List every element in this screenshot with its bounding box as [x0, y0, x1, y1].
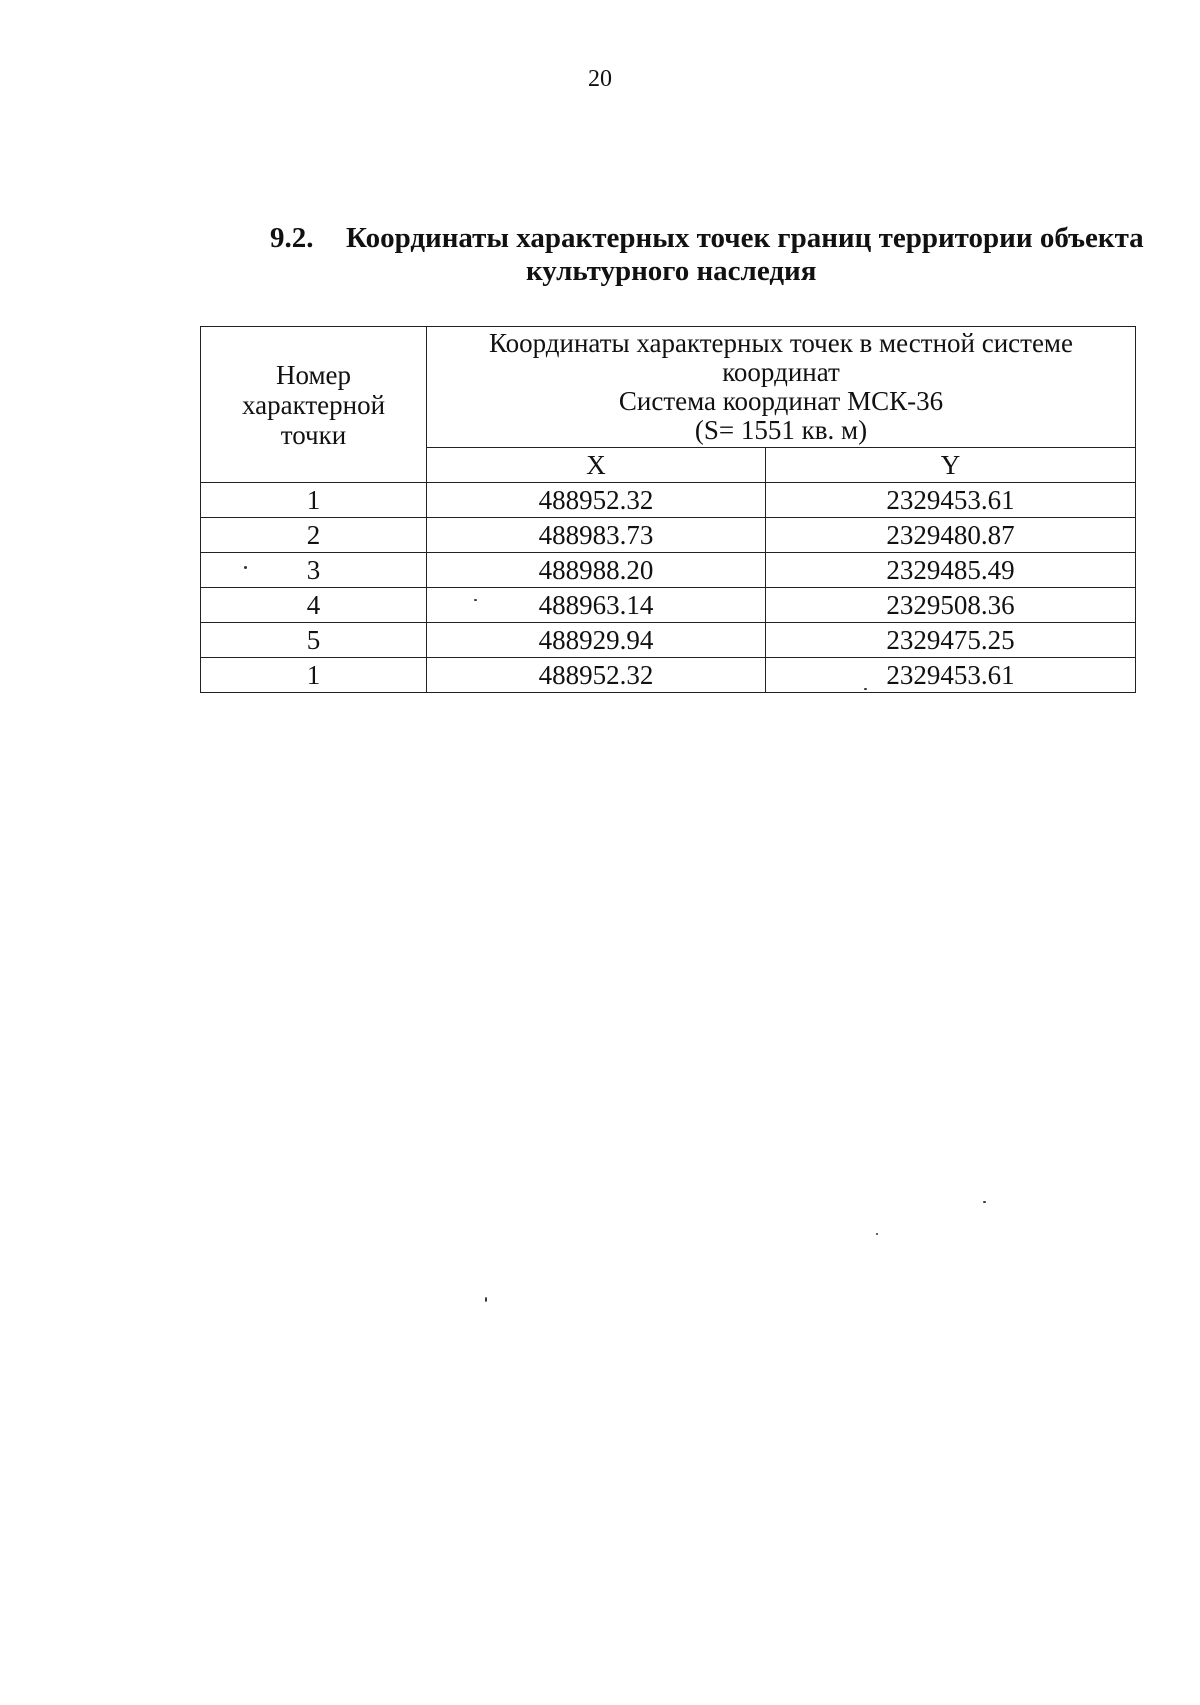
point-header-line: точки	[280, 419, 347, 450]
scan-speck	[485, 1297, 487, 1302]
coord-header-line: Система координат МСК-36	[618, 386, 944, 416]
coordinates-table	[200, 326, 1136, 693]
y-coordinate-cell: 2329475.25	[766, 623, 1136, 658]
x-coordinate-cell: 488952.32	[427, 483, 766, 518]
point-header-line: Номер	[275, 359, 352, 390]
scan-speck	[864, 688, 867, 690]
x-coordinate-cell: 488952.32	[427, 658, 766, 693]
y-coordinate-cell: 2329453.61	[766, 658, 1136, 693]
section-title-line-1: Координаты характерных точек границ территории объекта	[346, 222, 1144, 254]
x-column-header: X	[427, 448, 766, 483]
coord-header-line: (S= 1551 кв. м)	[694, 415, 868, 445]
scan-speck	[474, 599, 477, 601]
scan-speck	[244, 566, 247, 569]
table-row	[201, 518, 1136, 553]
point-number-cell: 1	[201, 658, 427, 693]
table-row	[201, 553, 1136, 588]
coordinates-header	[427, 327, 1136, 448]
point-number-cell: 5	[201, 623, 427, 658]
point-number-cell: 2	[201, 518, 427, 553]
coord-header-line: Координаты характерных точек в местной системе	[488, 328, 1074, 358]
point-number-header	[201, 327, 427, 483]
x-coordinate-cell: 488963.14	[427, 588, 766, 623]
point-number-cell: 1	[201, 483, 427, 518]
point-header-line: характерной	[241, 389, 386, 420]
y-coordinate-cell: 2329485.49	[766, 553, 1136, 588]
x-coordinate-cell: 488929.94	[427, 623, 766, 658]
page-number: 20	[588, 66, 612, 92]
y-coordinate-cell: 2329453.61	[766, 483, 1136, 518]
coord-header-line: координат	[722, 357, 840, 387]
table-row	[201, 623, 1136, 658]
x-coordinate-cell: 488983.73	[427, 518, 766, 553]
y-column-header: Y	[766, 448, 1136, 483]
section-number: 9.2.	[270, 222, 314, 254]
table-row	[201, 658, 1136, 693]
y-coordinate-cell: 2329508.36	[766, 588, 1136, 623]
point-number-cell: 4	[201, 588, 427, 623]
point-number-cell: 3	[201, 553, 427, 588]
table-row	[201, 483, 1136, 518]
y-coordinate-cell: 2329480.87	[766, 518, 1136, 553]
table-row	[201, 588, 1136, 623]
scan-speck	[876, 1233, 878, 1235]
section-title-line-2: культурного наследия	[526, 255, 817, 287]
section-heading	[270, 222, 1150, 288]
scan-speck	[983, 1201, 986, 1203]
x-coordinate-cell: 488988.20	[427, 553, 766, 588]
